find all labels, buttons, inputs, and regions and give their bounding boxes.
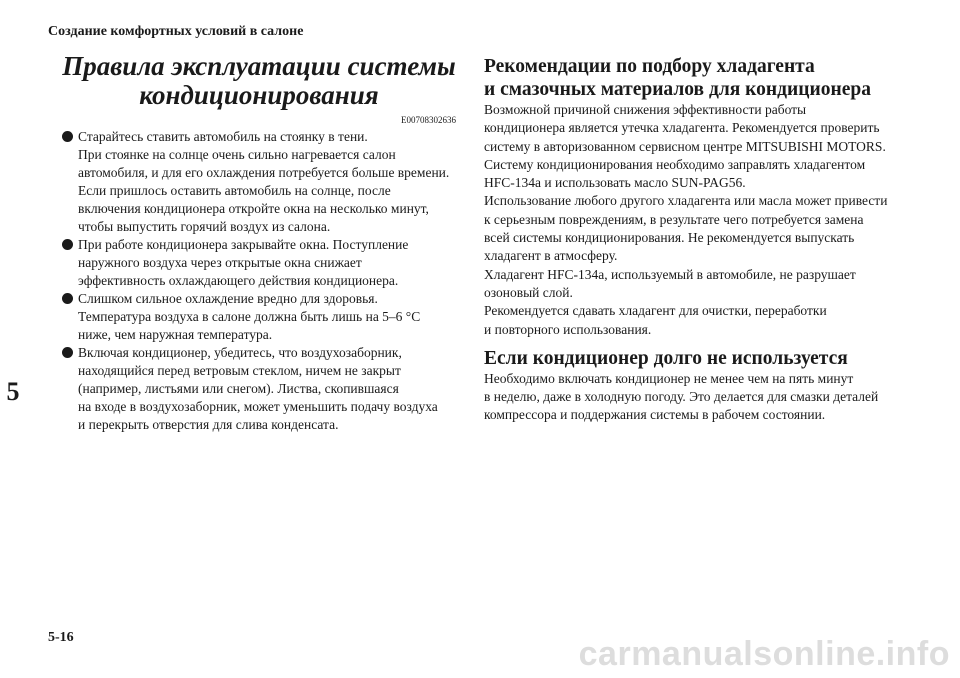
- refrigerant-paragraph: [484, 101, 904, 339]
- bullet-item: [62, 344, 456, 434]
- bullet-item: [62, 236, 456, 290]
- bullet-icon: [62, 293, 73, 304]
- paragraph-line: HFC-134a и использовать масло SUN-PAG56.: [484, 175, 746, 191]
- bullet-icon: [62, 131, 73, 142]
- refrigerant-heading-line-1: Рекомендации по подбору хладагента: [484, 56, 815, 77]
- paragraph-line: и повторного использования.: [484, 321, 652, 337]
- paragraph-line: в неделю, даже в холодную погоду. Это делается для смазки деталей: [484, 389, 879, 405]
- paragraph-line: Хладагент HFC-134a, используемый в автомобиле, не разрушает: [484, 266, 856, 282]
- section-spacer: [484, 339, 904, 347]
- paragraph-line: Возможной причиной снижения эффективности работы: [484, 102, 807, 117]
- chapter-tab: 5: [0, 370, 26, 414]
- bullet-icon: [62, 347, 73, 358]
- paragraph-line: компрессора и поддержания системы в рабочем состоянии.: [484, 407, 826, 423]
- left-column: [62, 52, 456, 434]
- section-title: [62, 52, 456, 110]
- paragraph-line: хладагент в атмосферу.: [484, 248, 618, 264]
- bullet-line: (например, листьями или снегом). Листва, скопившаяся: [78, 381, 399, 396]
- bullet-line: При работе кондиционера закрывайте окна. Поступление: [78, 237, 409, 252]
- bullet-line: наружного воздуха через открытые окна снижает: [78, 255, 362, 270]
- bullet-item: [62, 290, 456, 344]
- section-title-line-2: кондиционирования: [139, 80, 379, 110]
- bullet-line: Слишком сильное охлаждение вредно для здоровья.: [78, 291, 378, 306]
- bullet-line: Включая кондиционер, убедитесь, что воздухозаборник,: [78, 345, 402, 360]
- bullet-list: [62, 128, 456, 434]
- bullet-line: чтобы выпустить горячий воздух из салона.: [78, 219, 331, 234]
- paragraph-line: Использование любого другого хладагента или масла может привести: [484, 193, 888, 209]
- paragraph-line: Необходимо включать кондиционер не менее чем на пять минут: [484, 370, 854, 386]
- unused-ac-paragraph: [484, 370, 904, 425]
- paragraph-line: кондиционера является утечка хладагента. Рекомендуется проверить: [484, 120, 880, 136]
- bullet-line: и перекрыть отверстия для слива конденсата.: [78, 417, 339, 432]
- section-title-line-1: Правила эксплуатации системы: [62, 51, 456, 81]
- watermark: carmanualsonline.info: [578, 635, 950, 673]
- bullet-line: на входе в воздухозаборник, может уменьшить подачу воздуха: [78, 399, 438, 414]
- page-number: 5-16: [48, 630, 74, 645]
- bullet-line: Если пришлось оставить автомобиль на солнце, после: [78, 183, 391, 198]
- paragraph-line: озоновый слой.: [484, 284, 573, 300]
- bullet-line: ниже, чем наружная температура.: [78, 327, 273, 342]
- running-header: Создание комфортных условий в салоне: [48, 24, 304, 39]
- bullet-line: Температура воздуха в салоне должна быть лишь на 5–6 °C: [78, 309, 421, 324]
- right-column: [484, 55, 904, 425]
- bullet-line: эффективность охлаждающего действия кондиционера.: [78, 273, 399, 288]
- paragraph-line: систему в авторизованном сервисном центре MITSUBISHI MOTORS.: [484, 138, 886, 154]
- refrigerant-heading-line-2: и смазочных материалов для кондиционера: [484, 79, 871, 100]
- paragraph-line: Рекомендуется сдавать хладагент для очистки, переработки: [484, 303, 827, 319]
- bullet-line: При стоянке на солнце очень сильно нагревается салон: [78, 147, 396, 162]
- bullet-line: находящийся перед ветровым стеклом, ничем не закрыт: [78, 363, 401, 378]
- bullet-icon: [62, 239, 73, 250]
- paragraph-line: к серьезным повреждениям, в результате чего потребуется замена: [484, 211, 864, 227]
- paragraph-line: всей системы кондиционирования. Не рекомендуется выпускать: [484, 230, 855, 246]
- paragraph-line: Систему кондиционирования необходимо заправлять хладагентом: [484, 156, 866, 172]
- document-code: E00708302636: [401, 115, 456, 125]
- bullet-line: автомобиля, и для его охлаждения потребуется больше времени.: [78, 165, 450, 180]
- bullet-line: включения кондиционера откройте окна на несколько минут,: [78, 201, 429, 216]
- unused-ac-heading: Если кондиционер долго не используется: [484, 347, 848, 369]
- refrigerant-heading: [484, 55, 904, 101]
- bullet-line: Старайтесь ставить автомобиль на стоянку в тени.: [78, 129, 368, 144]
- bullet-item: [62, 128, 456, 236]
